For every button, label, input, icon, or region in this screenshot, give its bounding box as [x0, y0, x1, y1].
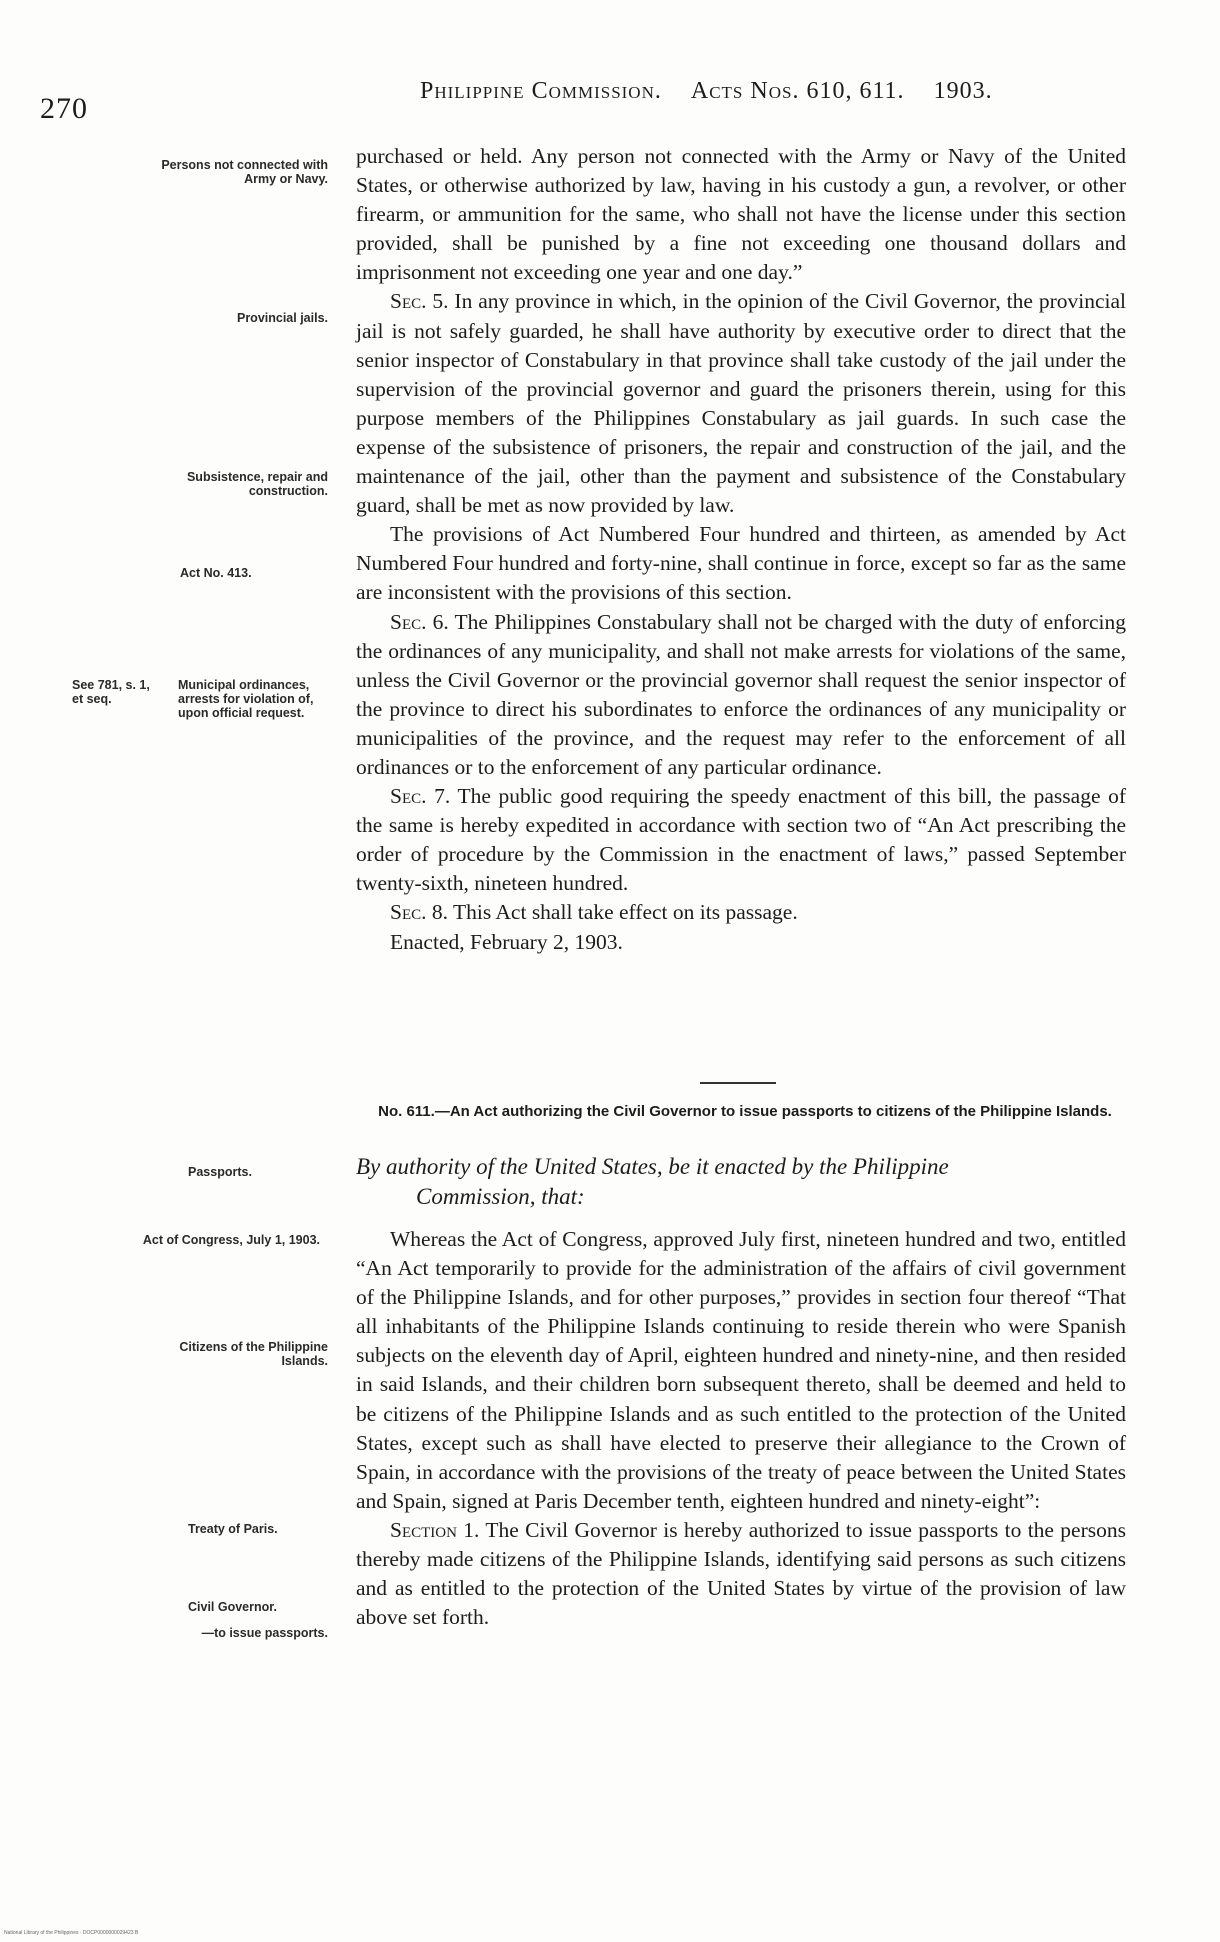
margin-note-civil-governor: Civil Governor. — [188, 1600, 277, 1614]
section-7-text: The public good requiring the speedy enactment of this bill, the passage of the same is hereby expedited in accordance with section two of “An Act prescribing the order of procedure by the Commission in the enactment of laws,” passed September twenty-sixth, nineteen hundred. — [356, 784, 1127, 896]
paragraph-firearms: purchased or held. Any person not connected with the Army or Navy of the United States, or otherwise authorized by law, having in his custody a gun, a revolver, or other firearm, or ammunition for the same, who shall not have the license under this section provided, shall be punished by a fine not exceeding one thousand dollars and imprisonment not exceeding one year and one day.” — [356, 144, 1126, 285]
section-8-label: Sec. 8. — [390, 900, 448, 925]
running-head-year: 1903. — [933, 78, 993, 104]
act-611-body — [356, 1225, 1126, 1632]
section-divider — [700, 1082, 776, 1084]
margin-note-passports: Passports. — [188, 1165, 252, 1179]
margin-note-provincial-jails: Provincial jails. — [236, 311, 328, 325]
margin-note-treaty-of-paris: Treaty of Paris. — [188, 1522, 278, 1536]
margin-note-act-of-congress: Act of Congress, July 1, 1903. — [142, 1233, 320, 1247]
section-8-text: This Act shall take effect on its passage. — [448, 900, 798, 925]
page-number: 270 — [40, 92, 88, 125]
scan-footer: National Library of the Philippines · DOCP0000000029423 B — [4, 1930, 139, 1936]
margin-note-act-413: Act No. 413. — [180, 566, 252, 580]
margin-note-subsistence: Subsistence, repair and construction. — [186, 470, 328, 498]
section-1-label: Section 1. — [390, 1517, 480, 1542]
section-5 — [356, 287, 1126, 520]
enacting-clause-line-2: Commission, that: — [416, 1184, 585, 1209]
section-6 — [356, 608, 1126, 783]
paragraph-act-413: The provisions of Act Numbered Four hundred and thirteen, as amended by Act Numbered Four hundred and forty-nine, shall continue in force, except so far as the same are inconsistent with the provisions of this section. — [356, 522, 1126, 605]
section-7 — [356, 782, 1126, 898]
margin-note-municipal-ordinances: Municipal ordinances, arrests for violation of, upon official request. — [178, 678, 314, 720]
section-1 — [356, 1516, 1126, 1632]
whereas-clause: Whereas the Act of Congress, approved July first, nineteen hundred and two, entitled “An Act temporarily to provide for the administration of the affairs of civil government of the Philippine Islands, and for other purposes,” provides in section four thereof “That all inhabitants of the Philippine Islands continuing to reside therein who were Spanish subjects on the eleventh day of April, eighteen hundred and ninety-nine, and then resided in said Islands, and their children born subsequent thereto, shall be deemed and held to be citizens of the Philippine Islands and as such entitled to the protection of the United States, except such as shall have elected to preserve their allegiance to the Crown of Spain, in accordance with the provisions of the treaty of peace between the United States and Spain, signed at Paris December tenth, eighteen hundred and ninety-eight”: — [356, 1227, 1126, 1513]
section-8 — [356, 898, 1126, 927]
act-610-body — [356, 142, 1126, 957]
section-5-text: In any province in which, in the opinion of the Civil Governor, the provincial jail is not safely guarded, he shall have authority by executive order to direct that the senior inspector of Constabulary in that province shall take custody of the jail under the supervision of the provincial governor and guard the prisoners therein, using for this purpose members of the Philippines Constabulary as jail guards. In such case the expense of the subsistence of prisoners, the repair and construction of the jail, and the maintenance of the jail, other than the payment and subsistence of the Constabulary guard, shall be met as now provided by law. — [356, 289, 1126, 518]
enacting-clause — [356, 1152, 1126, 1212]
section-6-text: The Philippines Constabulary shall not be charged with the duty of enforcing the ordinances of any municipality, and shall not make arrests for violations of the same, unless the Civil Governor or the provincial governor shall request the senior inspector of the province to direct his subordinates to enforce the ordinances of any municipality or municipalities of the province, and the request may refer to the enforcement of all ordinances or to the enforcement of any particular ordinance. — [356, 609, 1126, 779]
running-head — [420, 78, 993, 105]
margin-note-cross-reference: See 781, s. 1, et seq. — [72, 678, 150, 706]
running-head-commission: Philippine Commission. — [420, 78, 662, 104]
enacted-date: Enacted, February 2, 1903. — [390, 929, 623, 954]
section-7-label: Sec. 7. — [390, 784, 451, 809]
act-611-title: No. 611.—An Act authorizing the Civil Governor to issue passports to citizens of the Philippine Islands. — [378, 1103, 1112, 1120]
section-5-label: Sec. 5. — [390, 289, 449, 314]
margin-note-citizens: Citizens of the Philippine Islands. — [179, 1340, 328, 1368]
margin-note-to-issue-passports: —to issue passports. — [201, 1626, 328, 1640]
section-6-label: Sec. 6. — [390, 609, 449, 634]
enacting-clause-line-1: By authority of the United States, be it enacted by the Philippine — [356, 1154, 949, 1179]
section-1-text: The Civil Governor is hereby authorized to issue passports to the persons thereby made citizens of the Philippine Islands, identifying said persons as such citizens and as entitled to the protection of the United States by virtue of the provision of law above set forth. — [356, 1517, 1126, 1630]
running-head-acts: Acts Nos. 610, 611. — [690, 78, 905, 104]
margin-note-persons-not-connected: Persons not connected with Army or Navy. — [161, 158, 328, 186]
